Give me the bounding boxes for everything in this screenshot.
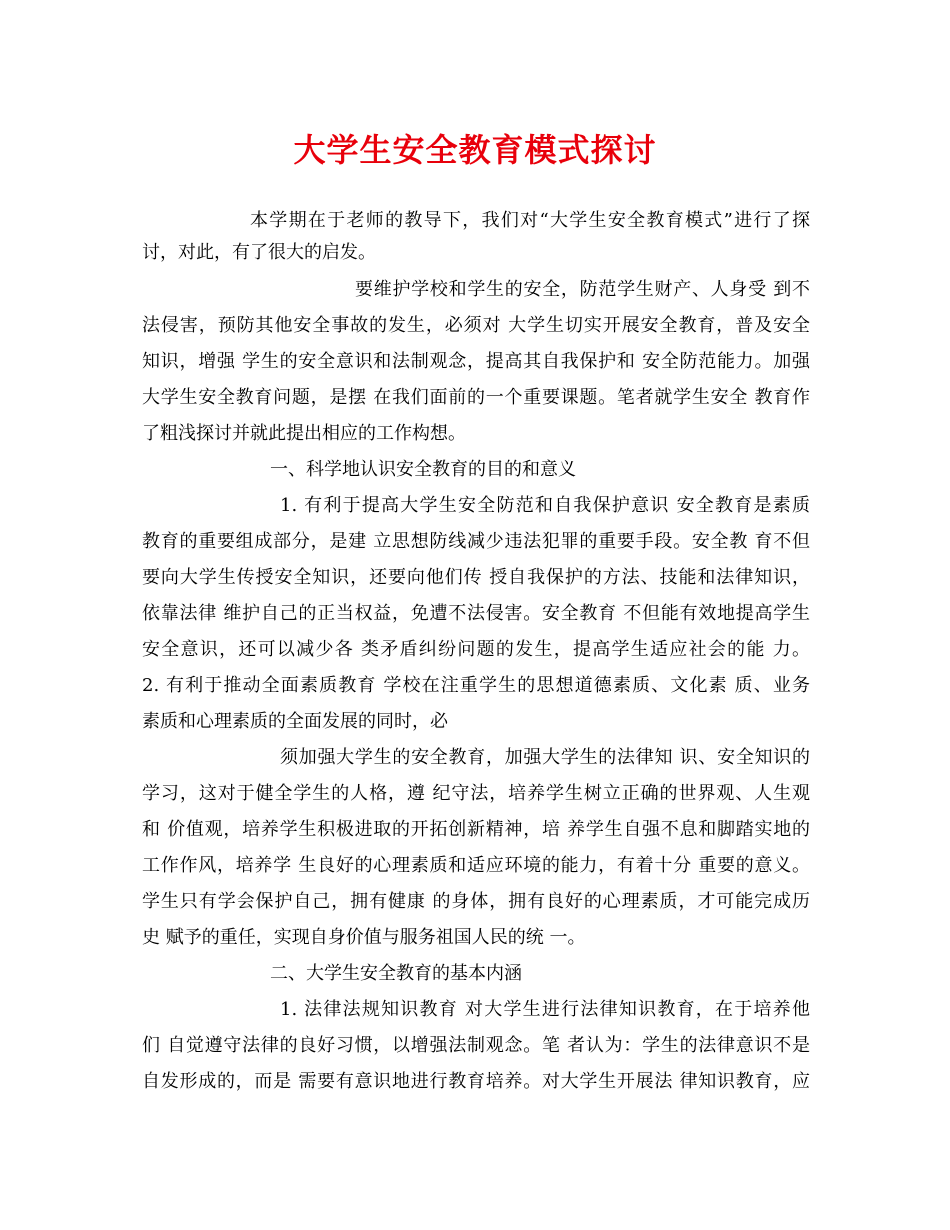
section-heading: 一、科学地认识安全教育的目的和意义 [270, 459, 576, 480]
text-line: 们 自觉遵守法律的良好习惯，以增强法制观念。笔 者认为：学生的法律意识不是 [142, 1035, 810, 1056]
text-line: 素质和心理素质的全面发展的同时，必 [142, 711, 448, 732]
text-line: 1. 法律法规知识教育 对大学生进行法律知识教育，在于培养他 [280, 999, 810, 1020]
text-line: 自发形成的，而是 需要有意识地进行教育培养。对大学生开展法 律知识教育，应 [142, 1071, 810, 1092]
text-line: 史 赋予的重任，实现自身价值与服务祖国人民的统 一。 [142, 927, 586, 948]
text-line: 知识，增强 学生的安全意识和法制观念，提高其自我保护和 安全防范能力。加强 [142, 351, 810, 372]
text-line: 安全意识，还可以减少各 类矛盾纠纷问题的发生，提高学生适应社会的能 力。 [142, 639, 810, 660]
text-line: 要向大学生传授安全知识，还要向他们传 授自我保护的方法、技能和法律知识， [142, 567, 810, 588]
text-line: 大学生安全教育问题，是摆 在我们面前的一个重要课题。笔者就学生安全 教育作 [142, 387, 810, 408]
document-title: 大学生安全教育模式探讨 [293, 131, 657, 169]
text-line: 学生只有学会保护自己，拥有健康 的身体，拥有良好的心理素质，才可能完成历 [142, 891, 810, 912]
text-line: 本学期在于老师的教导下，我们对“大学生安全教育模式”进行了探 [250, 210, 810, 231]
text-line: 讨，对此，有了很大的启发。 [142, 242, 376, 263]
text-line: 法侵害，预防其他安全事故的发生，必须对 大学生切实开展安全教育，普及安全 [142, 315, 810, 336]
text-line: 了粗浅探讨并就此提出相应的工作构想。 [142, 423, 466, 444]
text-line: 依靠法律 维护自己的正当权益，免遭不法侵害。安全教育 不但能有效地提高学生 [142, 603, 810, 624]
text-line: 要维护学校和学生的安全，防范学生财产、人身受 到不 [355, 279, 810, 300]
text-line: 教育的重要组成部分，是建 立思想防线减少违法犯罪的重要手段。安全教 育不但 [142, 531, 810, 552]
text-line: 1. 有利于提高大学生安全防范和自我保护意识 安全教育是素质 [280, 495, 810, 516]
section-heading: 二、大学生安全教育的基本内涵 [270, 963, 522, 984]
text-line: 2. 有利于推动全面素质教育 学校在注重学生的思想道德素质、文化素 质、业务 [142, 675, 810, 696]
text-line: 须加强大学生的安全教育，加强大学生的法律知 识、安全知识的 [280, 747, 810, 768]
text-line: 学习，这对于健全学生的人格，遵 纪守法，培养学生树立正确的世界观、人生观 [142, 783, 810, 804]
text-line: 和 价值观，培养学生积极进取的开拓创新精神，培 养学生自强不息和脚踏实地的 [142, 819, 810, 840]
text-line: 工作作风，培养学 生良好的心理素质和适应环境的能力，有着十分 重要的意义。 [142, 855, 810, 876]
